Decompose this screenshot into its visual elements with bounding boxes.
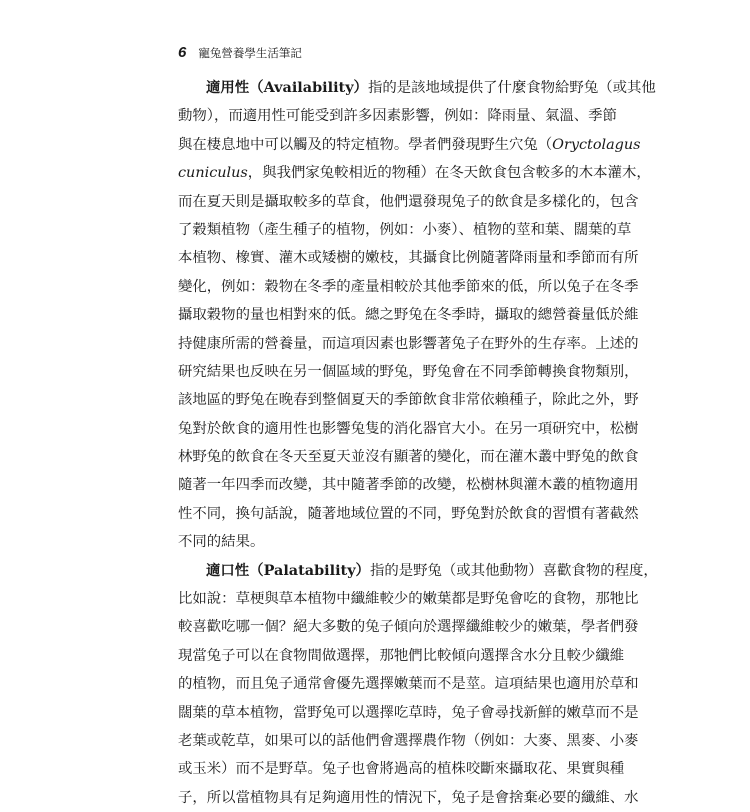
text-line bbox=[178, 784, 639, 812]
text-line bbox=[178, 585, 639, 613]
text-line bbox=[178, 727, 639, 755]
text-line bbox=[178, 159, 651, 187]
text-run: 指的是該地域提供了什麼食物給野兔（或其他 bbox=[367, 80, 656, 96]
text-run: 該地區的野兔在晚春到整個夏天的季節飲食非常依賴種子，除此之外，野 bbox=[178, 392, 639, 409]
paragraph bbox=[178, 74, 656, 557]
latin-name: Oryctolagus bbox=[552, 136, 641, 153]
text-run: 林野兔的飲食在冬天至夏天並沒有顯著的變化，而在灌木叢中野兔的飲食 bbox=[178, 449, 639, 466]
text-run: 而在夏天則是攝取較多的草食，他們還發現兔子的飲食是多樣化的，包含 bbox=[178, 193, 639, 210]
text-line bbox=[178, 755, 625, 783]
text-run: 闊葉的草本植物，當野兔可以選擇吃草時，兔子會尋找新鮮的嫩草而不是 bbox=[178, 704, 639, 721]
key-term: 適用性（Availability） bbox=[206, 79, 368, 96]
text-line bbox=[178, 74, 656, 102]
text-line bbox=[178, 642, 625, 670]
text-run: 與在棲息地中可以觸及的特定植物。學者們發現野生穴兔（ bbox=[178, 136, 553, 153]
page-number: 6 bbox=[178, 44, 187, 61]
paragraph bbox=[178, 557, 658, 812]
key-term: 適口性（Palatability） bbox=[206, 561, 370, 579]
text-run: 指的是野兔（或其他動物）喜歡食物的程度， bbox=[369, 562, 658, 579]
text-line bbox=[178, 131, 641, 159]
text-line bbox=[178, 699, 639, 727]
text-run: 研究結果也反映在另一個區域的野兔，野兔會在不同季節轉換食物類別， bbox=[178, 363, 639, 380]
text-run: 本植物、橡實、灌木或矮樹的嫩枝，其攝食比例隨著降雨量和季節而有所 bbox=[178, 250, 639, 267]
text-run: 不同的結果。 bbox=[178, 534, 265, 551]
text-run: 了穀類植物（產生種子的植物，例如：小麥）、植物的莖和葉、闊葉的草 bbox=[178, 221, 632, 238]
latin-name: cuniculus bbox=[178, 165, 248, 182]
text-line bbox=[178, 500, 639, 528]
text-run: 比如說：草梗與草本植物中纖維較少的嫩葉都是野兔會吃的食物，那牠比 bbox=[178, 591, 639, 608]
text-line bbox=[178, 386, 639, 414]
running-title: 寵兔營養學生活筆記 bbox=[198, 46, 302, 60]
text-run: 變化，例如：穀物在冬季的產量相較於其他季節來的低，所以兔子在冬季 bbox=[178, 278, 639, 295]
text-line bbox=[178, 613, 639, 641]
text-run: 隨著一年四季而改變，其中隨著季節的改變，松樹林與灌木叢的植物適用 bbox=[178, 477, 639, 494]
text-line bbox=[178, 216, 632, 244]
text-run: 兔對於飲食的適用性也影響兔隻的消化器官大小。在另一項研究中，松樹 bbox=[178, 420, 639, 437]
text-line bbox=[178, 557, 658, 585]
text-line bbox=[178, 301, 639, 329]
text-run: 老葉或乾草，如果可以的話他們會選擇農作物（例如：大麥、黑麥、小麥 bbox=[178, 732, 639, 749]
text-run: ，與我們家兔較相近的物種）在冬天飲食包含較多的木本灌木， bbox=[247, 165, 651, 182]
text-run: 現當兔子可以在食物間做選擇，那牠們比較傾向選擇含水分且較少纖維 bbox=[178, 647, 625, 664]
text-line bbox=[178, 102, 617, 130]
text-line bbox=[178, 273, 639, 301]
page-header bbox=[178, 44, 302, 68]
text-run: 或玉米）而不是野草。兔子也會將過高的植株咬斷來攝取花、果實與種 bbox=[178, 761, 625, 778]
text-run: 子，所以當植物具有足夠適用性的情況下，兔子是會捨棄必要的纖維、水 bbox=[178, 789, 639, 806]
body-text bbox=[178, 74, 658, 812]
text-run: 動物），而適用性可能受到許多因素影響，例如：降雨量、氣溫、季節 bbox=[178, 108, 617, 125]
text-line bbox=[178, 528, 578, 556]
text-run: 攝取穀物的量也相對來的低。總之野兔在冬季時，攝取的總營養量低於維 bbox=[178, 307, 639, 324]
text-line bbox=[178, 415, 639, 443]
text-line bbox=[178, 670, 639, 698]
text-line bbox=[178, 471, 639, 499]
text-line bbox=[178, 188, 639, 216]
text-line bbox=[178, 443, 639, 471]
text-run: 性不同，換句話說，隨著地域位置的不同，野兔對於飲食的習慣有著截然 bbox=[178, 505, 639, 522]
text-line bbox=[178, 244, 639, 272]
text-line bbox=[178, 330, 639, 358]
text-run: 持健康所需的營養量，而這項因素也影響著兔子在野外的生存率。上述的 bbox=[178, 335, 639, 352]
text-run: 的植物，而且兔子通常會優先選擇嫩葉而不是莖。這項結果也適用於草和 bbox=[178, 676, 639, 693]
text-run: 較喜歡吃哪一個？絕大多數的兔子傾向於選擇纖維較少的嫩葉，學者們發 bbox=[178, 619, 639, 636]
text-line bbox=[178, 358, 639, 386]
